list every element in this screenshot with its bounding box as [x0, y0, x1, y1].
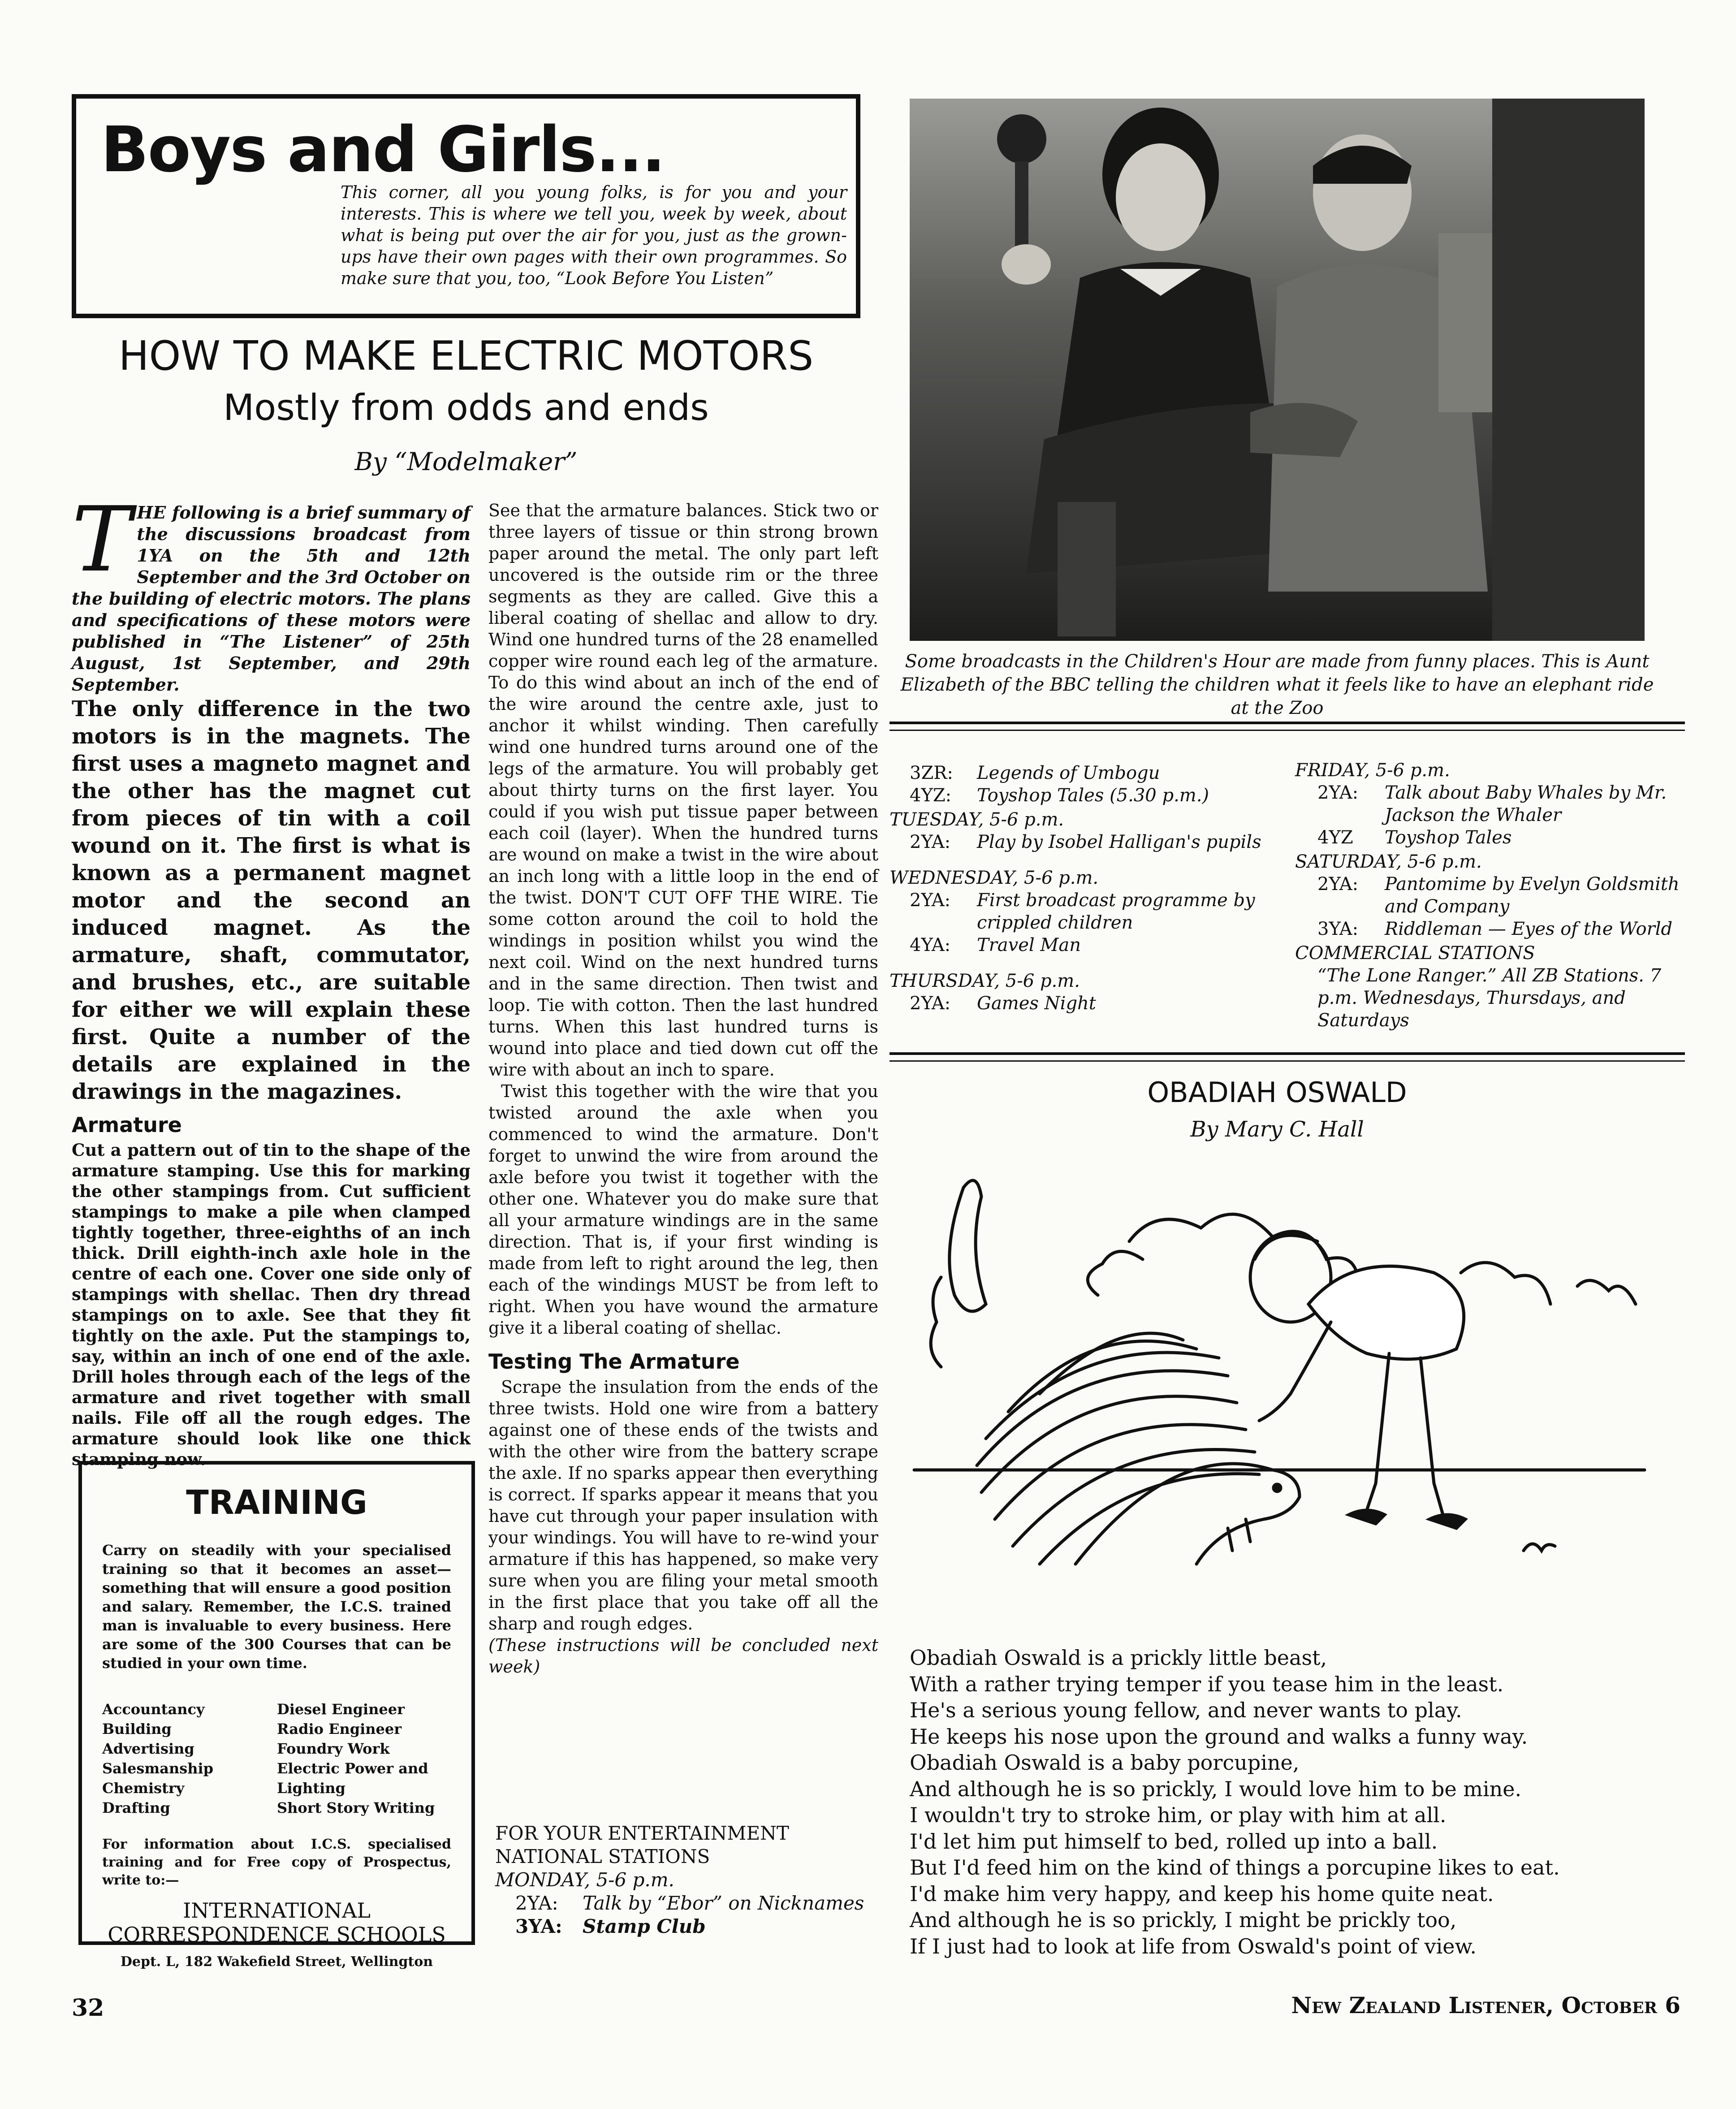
training-title: TRAINING: [186, 1483, 367, 1522]
armature-winding-text: See that the armature balances. Stick two or three layers of tissue or thin strong brown paper around the metal. The only part left uncovered is the outside rim or the three segments as they are called. Give this a liberal coating of shellac and allow to dry. Wind one hundred turns of the 28 enamelled copper wire round each leg of the armature. To do this wind about an inch of the end of the wire around the centre axle, just to anchor it whilst winding. Then carefully wind one hundred turns around one of the legs of the armature. You will probably get about thirty turns on the first layer. You could if you wish put tissue paper between each coil (layer). When the hundred turns are wound on make a twist in the wire about an inch long with a little loop in the end of the twist. DON'T CUT OFF THE WIRE. Tie some cotton around the coil to hold the windings in position whilst you wind the next coil. Wind on the next hundred turns and in the same direction. Then twist and loop. Tie with cotton. Then the last hundred turns. When this last hundred turns is wound into place and tied down cut off the wire with about an inch to spare.: [488, 501, 878, 1080]
armature-text: Cut a pattern out of tin to the shape of the armature stamping. Use this for marking the other stampings from. Cut sufficient stampings to make a pile when clamped tightly together, three-eighths of an inch thick. Drill eighth-inch axle hole in the centre of each one. Cover one side only of stampings with shellac. Then dry thread stampings on to axle. See that they fit tightly on the axle. Put the stampings to, say, within an inch of one end of the axle. Drill holes through each of the legs of the armature and rivet together with small nails. File off all the rough edges. The armature should look like one thick stamping now.: [72, 1140, 471, 1469]
program-name: Play by Isobel Halligan's pupils: [977, 832, 1261, 852]
course-item: Radio Engineer: [277, 1720, 402, 1737]
course-item: Chemistry: [102, 1780, 185, 1797]
schedule-entry: [890, 831, 1293, 853]
poem-title: OBADIAH OSWALD: [1147, 1076, 1407, 1109]
article-intro: HE following is a brief summary of the discussions broadcast from 1YA on the 5th and 12th September and the 3rd October on the building of electric motors. The plans and specifications of these motors were published in “The Listener” of 25th August, 1st September, and 29th September.: [72, 502, 471, 695]
armature-heading: Armature: [72, 1113, 182, 1137]
entertainment-subheading: NATIONAL STATIONS: [495, 1845, 710, 1867]
program-name: Pantomime by Evelyn Goldsmith and Company: [1385, 874, 1680, 917]
poem-line: Obadiah Oswald is a prickly little beast,: [910, 1646, 1327, 1670]
page-number: 32: [72, 1994, 104, 2022]
article-byline: By “Modelmaker”: [354, 447, 578, 476]
schedule-entry: [890, 784, 1293, 807]
course-item: Short Story Writing: [277, 1799, 435, 1816]
course-list-right: [277, 1699, 451, 1818]
article-headline: HOW TO MAKE ELECTRIC MOTORS: [118, 333, 814, 380]
course-item: Advertising: [102, 1740, 194, 1757]
schedule-entry: [1295, 964, 1685, 1032]
schedule-entry: [1295, 782, 1685, 826]
article-column-2: [488, 500, 878, 1677]
training-advertisement: [78, 1461, 475, 1970]
program-name: Talk about Baby Whales by Mr. Jackson the Whaler: [1385, 782, 1667, 825]
schedule-entry: [890, 934, 1293, 956]
poem-text: [910, 1645, 1671, 1959]
divider-rule: [890, 730, 1685, 731]
course-list-left: [102, 1699, 268, 1818]
schedule-left: [890, 762, 1293, 1015]
station-code: 3YA:: [1317, 919, 1359, 939]
program-name: Stamp Club: [583, 1915, 706, 1937]
entertainment-listing: [495, 1822, 890, 1938]
poem-line: But I'd feed him on the kind of things a porcupine likes to eat.: [910, 1855, 1560, 1880]
publication-footer: New Zealand Listener, October 6: [1291, 1992, 1680, 2018]
program-name: Games Night: [977, 993, 1096, 1014]
armature-twist-text: Twist this together with the wire that you twisted around the axle when you commenced to wind the armature. Don't forget to unwind the wire from around the axle before you twist it together with the other one. Whatever you do make sure that all your armature windings are in the same direction. That is, if your first winding is made from left to right around the leg, then each of the windings MUST be from left to right. When you have wound the armature give it a liberal coating of shellac.: [488, 1081, 878, 1338]
poem-line: With a rather trying temper if you tease him in the least.: [910, 1672, 1504, 1696]
schedule-entry: [890, 762, 1293, 784]
station-code: 2YA:: [910, 993, 951, 1014]
schedule-entry: [495, 1915, 890, 1938]
divider-rule: [890, 1052, 1685, 1055]
testing-heading: Testing The Armature: [488, 1349, 740, 1374]
article-subhead: Mostly from odds and ends: [223, 387, 709, 428]
program-name: Travel Man: [977, 935, 1081, 955]
station-code: 2YA:: [1317, 874, 1359, 895]
program-name: “The Lone Ranger.” All ZB Stations. 7 p.m. Wednesdays, Thursdays, and Saturdays: [1317, 965, 1662, 1031]
course-item: Electric Power and Lighting: [277, 1760, 428, 1797]
poem-line: Obadiah Oswald is a baby porcupine,: [910, 1750, 1300, 1775]
poem-line: He keeps his nose upon the ground and walks a funny way.: [910, 1724, 1528, 1749]
day-heading: SATURDAY, 5-6 p.m.: [1295, 851, 1482, 872]
poem-byline: By Mary C. Hall: [1190, 1117, 1364, 1142]
station-code: 2YA:: [910, 832, 951, 852]
entertainment-heading: FOR YOUR ENTERTAINMENT: [495, 1822, 789, 1844]
divider-rule: [890, 1060, 1685, 1062]
section-intro: This corner, all you young folks, is for you and your interests. This is where we tell you, week by week, about what is being put over the air for you, just as the grown-ups have their own pages with their own programmes. So make sure that you, too, “Look Before You Listen”: [341, 182, 847, 288]
poem-line: I'd let him put himself to bed, rolled up into a ball.: [910, 1829, 1438, 1854]
station-code: 2YA:: [910, 890, 951, 911]
article-lead: The only difference in the two motors is in the magnets. The first uses a magneto magnet and the other has the magnet cut from pieces of tin with a coil wound on it. The first is what is known as a permanent magnet motor and the second an induced magnet. As the armature, shaft, commutator, and brushes, etc., are suitable for either we will explain these first. Quite a number of the details are explained in the drawings in the magazines.: [72, 696, 471, 1104]
program-name: Toyshop Tales: [1385, 827, 1512, 848]
course-item: Diesel Engineer: [277, 1701, 405, 1718]
course-item: Salesmanship: [102, 1760, 214, 1777]
poem-line: And although he is so prickly, I would love him to be mine.: [910, 1776, 1522, 1801]
poem-line: I wouldn't try to stroke him, or play with him at all.: [910, 1803, 1447, 1827]
photo-caption: Some broadcasts in the Children's Hour are made from funny places. This is Aunt Elizabeth of the BBC telling the children what it feels like to have an elephant ride at the Zoo: [900, 651, 1654, 718]
divider-rule: [890, 722, 1685, 724]
poem-line: And although he is so prickly, I might be prickly too,: [910, 1908, 1457, 1932]
station-code: 4YZ: [1317, 827, 1353, 848]
school-address: Dept. L, 182 Wakefield Street, Wellington: [120, 1954, 433, 1970]
course-item: Drafting: [102, 1799, 170, 1816]
poem-line: He's a serious young fellow, and never wants to play.: [910, 1698, 1462, 1722]
day-heading: TUESDAY, 5-6 p.m.: [890, 809, 1064, 830]
poem-line: I'd make him very happy, and keep his home quite neat.: [910, 1881, 1494, 1906]
poem-line: If I just had to look at life from Oswald's point of view.: [910, 1934, 1477, 1958]
course-item: Foundry Work: [277, 1740, 390, 1757]
day-heading: THURSDAY, 5-6 p.m.: [890, 971, 1080, 991]
testing-text: Scrape the insulation from the ends of the three twists. Hold one wire from a battery against one of these ends of the twists and with the other wire from the battery scrape the axle. If no sparks appear then everything is correct. If sparks appear it means that you have cut through your paper insulation with your windings. You will have to re-wind your armature if this has happened, so make very sure when you are filing your metal smooth in the first place that you take off all the sharp and rough edges.: [488, 1377, 878, 1634]
station-code: 3YA:: [515, 1915, 562, 1937]
schedule-entry: [1295, 918, 1685, 940]
school-name: INTERNATIONAL CORRESPONDENCE SCHOOLS: [108, 1898, 446, 1947]
section-heading: COMMERCIAL STATIONS: [1295, 943, 1535, 964]
concluded-note: (These instructions will be concluded next week): [488, 1635, 878, 1677]
training-info: For information about I.C.S. specialised training and for Free copy of Prospectus, write to:—: [102, 1837, 451, 1888]
photo-illustration: [910, 99, 1645, 641]
station-code: 2YA:: [1317, 782, 1359, 803]
broadcast-photo: [910, 99, 1645, 641]
porcupine-girl-drawing: [905, 1161, 1654, 1631]
training-body: Carry on steadily with your specialised training so that it becomes an asset—something that will ensure a good position and salary. Remember, the I.C.S. trained man is invaluable to every business. Here are some of the 300 Courses that can be studied in your own time.: [102, 1542, 451, 1672]
program-name: Riddleman — Eyes of the World: [1385, 919, 1673, 939]
course-item: Building: [102, 1720, 172, 1737]
drop-cap: T: [72, 488, 132, 592]
station-code: 4YZ:: [910, 785, 952, 806]
schedule-right: [1295, 757, 1685, 1032]
course-list: [102, 1699, 451, 1818]
station-code: 3ZR:: [910, 763, 953, 783]
schedule-entry: [1295, 826, 1685, 849]
schedule-entry: [890, 889, 1293, 934]
program-name: First broadcast programme by crippled children: [977, 890, 1255, 933]
day-heading: MONDAY, 5-6 p.m.: [495, 1869, 674, 1891]
program-name: Toyshop Tales (5.30 p.m.): [977, 785, 1209, 806]
schedule-entry: [890, 992, 1293, 1015]
station-code: 4YA:: [910, 935, 951, 955]
program-name: Legends of Umbogu: [977, 763, 1160, 783]
schedule-entry: [495, 1892, 890, 1915]
porcupine-illustration: [905, 1161, 1654, 1631]
section-title: Boys and Girls...: [101, 113, 665, 186]
article-column-1: [72, 488, 471, 1469]
intro-box: [72, 94, 860, 318]
schedule-entry: [1295, 873, 1685, 918]
station-code: 2YA:: [515, 1892, 558, 1914]
day-heading: WEDNESDAY, 5-6 p.m.: [890, 868, 1099, 888]
course-item: Accountancy: [102, 1701, 205, 1718]
day-heading: FRIDAY, 5-6 p.m.: [1295, 760, 1450, 781]
program-name: Talk by “Ebor” on Nicknames: [583, 1892, 864, 1914]
